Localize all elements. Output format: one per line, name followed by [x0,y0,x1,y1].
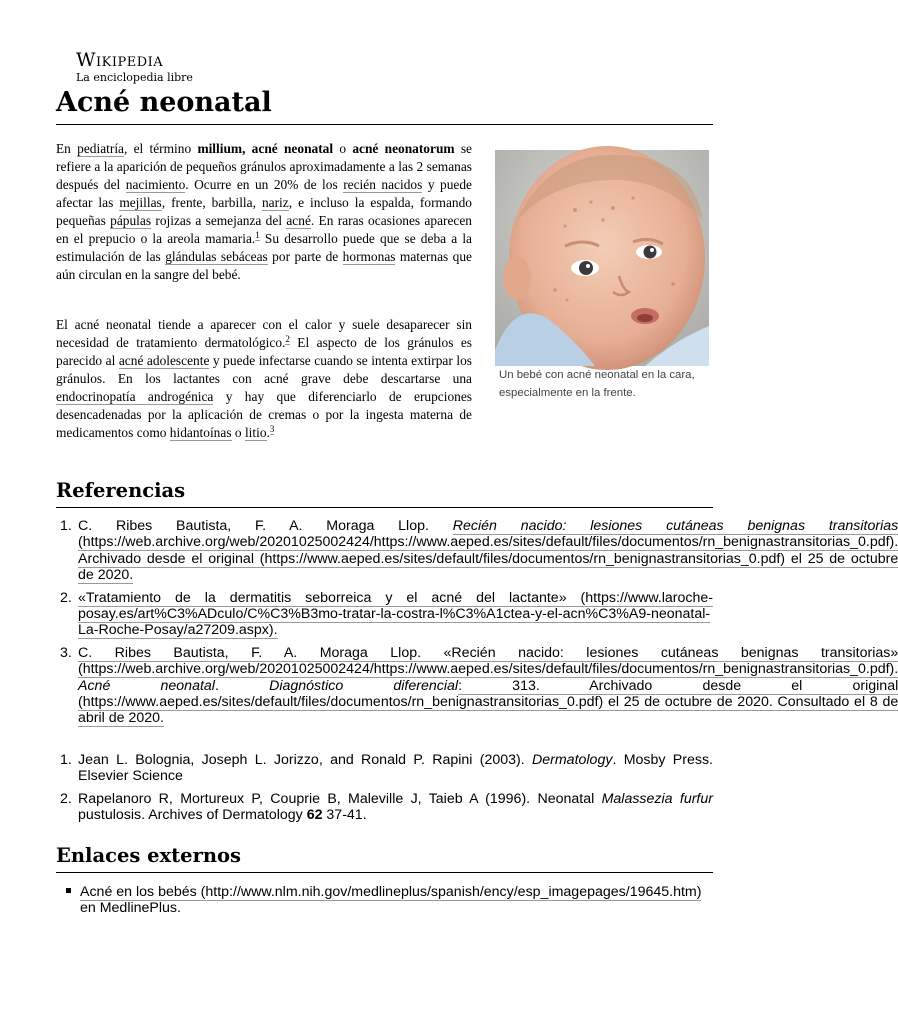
text: , el término [123,141,198,156]
article-paragraph-1 [56,140,472,284]
figure-caption: Un bebé con acné neonatal en la cara, especialmente en la frente. [499,369,695,399]
baby-photo[interactable] [495,150,709,366]
link-pediatria[interactable]: pediatría [77,141,124,156]
baby-face-image [495,150,709,366]
external-link-item [66,884,713,917]
bibliography-italic: Dermatology [532,752,613,768]
reference-item [60,518,898,584]
reference-item [60,590,713,639]
text: rojizas a semejanza del [151,213,287,228]
section-divider [56,872,713,873]
text: . [214,677,270,694]
bibliography-bold: 62 [306,807,323,824]
reference-item [60,644,898,727]
text: . Mosby Press. Elsevier Science [78,752,713,785]
link-mejillas[interactable]: mejillas [119,195,162,210]
reference-number: 3. [60,644,72,661]
term-bold: millium, acné neonatal [197,141,334,156]
title-divider [56,124,713,125]
text: y puede afectar las [56,177,472,210]
text: Rapelanoro R, Mortureux P, Couprie B, Maleville J, Taieb A (1996). Neonatal [78,790,602,807]
bibliography-number: 2. [60,790,72,807]
section-divider [56,507,713,508]
text: Su desarrollo puede que se deba a la estimulación de las [56,231,472,264]
bullet-icon [66,884,80,917]
text: pustulosis. Archives of Dermatology [78,807,307,824]
reference-link[interactable]: «Tratamiento de la dermatitis seborreica y el acné del lactante» (https://www.laroche-posay.es/art%C3%ADculo/C%C3%B3mo-tratar-la-costra-l%C3%A1ctea-y-el-acn%C3%A9-neonatal-La-Roche-Posay/a27209.aspx). [78,589,713,639]
link-glandulas-sebaceas[interactable]: glándulas sebáceas [165,249,268,264]
reference-archive-link[interactable]: : 313. Archivado desde el original (https://www.aeped.es/sites/default/files/documentos/rn_benignastransitorias_0.pdf) el 25 de octubre de 2020. Consultado el 8 de abril de 2020. [78,677,898,727]
text: En [56,141,78,156]
footnote-ref-1[interactable]: 1 [255,229,260,240]
text: o [333,141,353,156]
link-nariz[interactable]: nariz [261,195,289,210]
text: se refiere a la aparición de pequeños gránulos aproximadamente a las 2 semanas después del [56,141,472,192]
references-list [60,518,898,727]
text: El acné neonatal tiende a aparecer con el calor y suele desaparecer sin necesidad de tratamiento dermatológico. [56,317,472,350]
link-acne[interactable]: acné [286,213,311,228]
text: . En raras ocasiones aparecen en el prepucio o la areola mamaria. [56,213,472,246]
text: 37-41. [322,807,367,824]
link-hidantoinas[interactable]: hidantoínas [169,425,232,440]
text: en MedlinePlus. [80,900,181,917]
reference-italic: Acné neonatal [78,677,215,694]
wikipedia-wordmark: Wikipedia [76,49,164,71]
link-litio[interactable]: litio [244,425,267,440]
link-papulas[interactable]: pápulas [110,213,152,228]
text: por parte de [267,249,343,264]
article-paragraph-2 [56,316,472,442]
text: maternas que aún circulan en la sangre del bebé. [56,249,472,282]
link-acne-adolescente[interactable]: acné adolescente [118,353,210,368]
wikipedia-logo[interactable] [76,50,193,85]
link-endocrinopatia[interactable]: endocrinopatía androgénica [56,389,214,404]
reference-number: 1. [60,518,72,534]
text: y puede infectarse cuando se intenta extirpar los gránulos. En los lactantes con acné grave debe descartarse una [56,353,472,386]
text: . [266,425,270,440]
text: , e incluso la espalda, formando pequeñas [56,195,472,228]
link-hormonas[interactable]: hormonas [342,249,396,264]
reference-link[interactable]: C. Ribes Bautista, F. A. Moraga Llop. «Recién nacido: lesiones cutáneas benignas transitorias» (https://web.archive.org/web/20201025002424/https://www.aeped.es/sites/default/files/documentos/rn_benignastransitorias_0.pdf). [78,644,898,678]
text: El aspecto de los gránulos es parecido al [56,335,472,368]
heading-enlaces-externos: Enlaces externos [56,844,242,867]
term-bold: acné neonatorum [352,141,455,156]
link-recien-nacidos[interactable]: recién nacidos [343,177,423,192]
text: o [231,425,245,440]
page-title: Acné neonatal [56,87,272,118]
bibliography-item [60,791,713,824]
text: . Ocurre en un 20% de los [185,177,344,192]
text: y hay que diferenciarlo de erupciones desencadenadas por la aplicación de cremas o por la ingesta materna de medicamentos como [56,389,472,440]
bibliography-italic: Malassezia furfur [601,790,713,807]
link-nacimiento[interactable]: nacimiento [125,177,186,192]
bibliography-list [60,752,713,824]
reference-italic: Diagnóstico diferencial [269,677,459,694]
reference-archive-link[interactable]: (https://web.archive.org/web/20201025002424/https://www.aeped.es/sites/default/files/documentos/rn_benignastransitorias_0.pdf). Archivado desde el original (https://www.aeped.es/sites/default/files/documentos/rn_benignastransitorias_0.pdf) el 25 de octubre de 2020. [78,534,898,584]
reference-title-link[interactable]: Recién nacido: lesiones cutáneas benignas transitorias [452,518,898,534]
text: C. Ribes Bautista, F. A. Moraga Llop. [78,518,453,534]
text: , frente, barbilla, [161,195,262,210]
wikipedia-tagline: La enciclopedia libre [76,71,193,84]
reference-number: 2. [60,589,72,606]
external-link-acne-bebes[interactable]: Acné en los bebés (http://www.nlm.nih.gov/medlineplus/spanish/ency/esp_imagepages/19645.htm) [80,884,702,900]
text: Jean L. Bolognia, Joseph L. Jorizzo, and Ronald P. Rapini (2003). [78,752,532,768]
heading-referencias: Referencias [56,479,186,502]
footnote-ref-3[interactable]: 3 [269,423,275,434]
footnote-ref-2[interactable]: 2 [285,333,290,344]
bibliography-number: 1. [60,752,72,768]
bibliography-item [60,752,713,785]
